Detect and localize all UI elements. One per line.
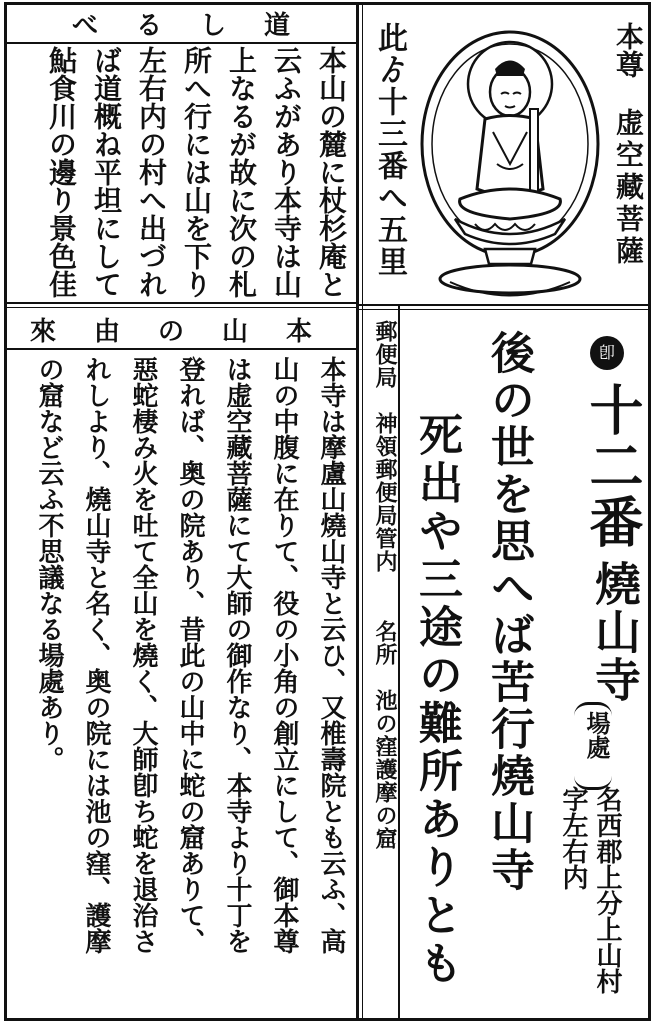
origin-section-title: 本山の由來 xyxy=(29,316,350,347)
poem-line-2: 死出や三途の難所ありとも xyxy=(411,412,462,988)
postal-note: 郵便局 神領郵便局管内 xyxy=(372,320,398,573)
temple-number-mark xyxy=(590,336,624,370)
frame-right xyxy=(648,2,651,1021)
place-label: 場處 xyxy=(574,702,612,790)
center-divider-inner xyxy=(362,2,363,1021)
road-header-bottom xyxy=(4,42,358,44)
road-line: 左右内の村へ出づれ xyxy=(135,46,168,298)
poem-line-1: 後の世を思へば苦行燒山寺 xyxy=(483,330,534,894)
address-line-2: 字左右内 xyxy=(558,786,588,890)
origin-line: 惡蛇棲み火を吐て全山を燒く、大師卽ち蛇を退治さ xyxy=(128,356,158,954)
origin-line: は虚空藏菩薩にて大師の御作なり、本寺より十丁を xyxy=(222,356,252,954)
famous-place: 名所 池の窪護摩の窟 xyxy=(372,620,398,850)
origin-section-text xyxy=(12,356,354,1016)
road-line: 上なるが故に次の札 xyxy=(225,46,258,298)
temple-number: 十二番 xyxy=(581,382,645,550)
number-mark-icon: 卽 xyxy=(590,336,624,370)
deity-name: 虚空藏菩薩 xyxy=(612,108,645,268)
info-column-divider xyxy=(398,306,400,1020)
left-divider xyxy=(4,302,358,304)
bodhisattva-figure-icon xyxy=(415,14,605,300)
road-section-text xyxy=(12,46,354,298)
road-line: 本山の麓に杖杉庵と xyxy=(315,46,348,298)
distance-note: 此ゟ十三番へ五里 xyxy=(372,22,407,278)
road-section-title: 道しるべ xyxy=(72,10,329,41)
road-line: ば道概ね平坦にして xyxy=(90,46,123,298)
right-divider xyxy=(358,304,650,306)
center-divider xyxy=(356,2,359,1021)
right-divider-inner xyxy=(358,309,650,310)
left-divider-inner xyxy=(4,307,358,308)
road-line: 所へ行には山を下り xyxy=(180,46,213,298)
origin-header-bottom xyxy=(4,348,358,350)
origin-line: 山の中腹に在りて、役の小角の創立にして、御本尊 xyxy=(269,356,299,954)
road-line: 云ふがあり本寺は山 xyxy=(270,46,303,298)
origin-line: れしより、燒山寺と名く、奥の院には池の窪、護摩 xyxy=(81,356,111,954)
frame-left xyxy=(4,2,7,1021)
address-line-1: 名西郡上分上山村 xyxy=(592,786,622,994)
origin-line: 本寺は摩盧山燒山寺と云ひ、又椎壽院とも云ふ、高 xyxy=(316,356,346,954)
origin-line: 登れば、奥の院あり、昔此の山中に蛇の窟ありて、 xyxy=(175,356,205,954)
origin-line: の窟など云ふ不思議なる場處あり。 xyxy=(34,356,64,772)
frame-bottom xyxy=(4,1018,650,1021)
temple-name: 燒山寺 xyxy=(588,560,642,704)
deity-label: 本尊 xyxy=(612,22,645,78)
road-line: 鮎食川の邊り景色佳 xyxy=(45,46,78,298)
